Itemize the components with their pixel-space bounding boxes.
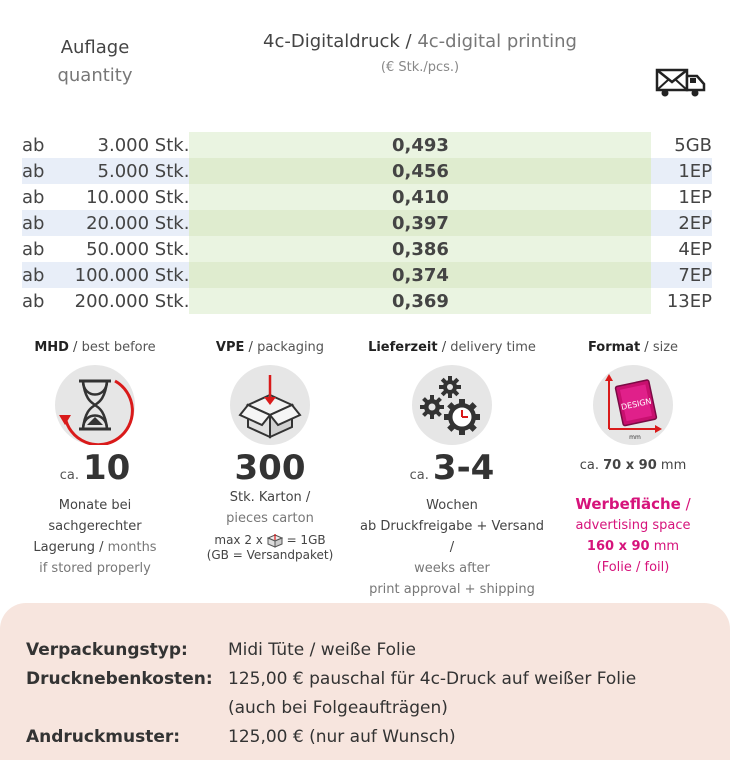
price-header-de: 4c-Digitaldruck: [263, 31, 400, 52]
price-value: 0,493: [189, 132, 651, 158]
quantity-header-de: Auflage: [60, 37, 130, 58]
price-quantity: 200.000 Stk.: [74, 290, 190, 312]
info-value: (auch bei Folgeaufträgen): [228, 698, 448, 718]
format-ad-unit: mm: [653, 539, 680, 554]
format-title-en: size: [652, 340, 679, 355]
lieferzeit-line-3: weeks after: [414, 561, 490, 576]
price-row: [22, 236, 712, 262]
price-shipping-units: 2EP: [651, 210, 712, 236]
format-foil: (Folie / foil): [596, 560, 670, 575]
price-shipping-units: 13EP: [666, 290, 712, 312]
price-header-sep: /: [399, 31, 418, 52]
mhd-line-4: if stored properly: [39, 561, 151, 576]
lieferzeit-title: Lieferzeit: [368, 340, 438, 355]
price-value: 0,374: [189, 262, 651, 288]
price-ab: ab: [22, 158, 62, 184]
delivery-time-column: Lieferzeit / delivery time ca. 3-4 Wochen ab Druckfreigabe + Versand / weeks after print approval + shipping: [357, 340, 547, 600]
price-shipping-units: 1EP: [678, 186, 712, 208]
price-row: [22, 158, 712, 184]
price-table: [22, 132, 712, 314]
vpe-title: VPE: [215, 340, 245, 355]
mhd-ca: ca.: [59, 468, 79, 483]
price-row: [22, 288, 712, 314]
lieferzeit-value: 3-4: [432, 448, 495, 488]
mhd-title: MHD: [34, 340, 69, 355]
price-value: 0,386: [189, 236, 651, 262]
lieferzeit-line-2: ab Druckfreigabe + Versand /: [360, 519, 544, 555]
price-ab: ab: [22, 290, 45, 312]
format-ca: ca.: [579, 458, 599, 473]
price-quantity: 20.000 Stk.: [62, 210, 189, 236]
mhd-line-1: Monate bei: [58, 498, 132, 513]
format-werbeflaeche: Werbefläche: [575, 495, 681, 513]
vpe-line-4: (GB = Versandpaket): [206, 547, 334, 562]
lieferzeit-line-4: print approval + shipping: [369, 582, 535, 597]
price-ab: ab: [22, 238, 45, 260]
price-value: 0,369: [189, 288, 651, 314]
price-value: 0,410: [189, 184, 651, 210]
format-unit: mm: [660, 458, 687, 473]
price-header: [190, 31, 650, 75]
price-shipping-units: 7EP: [651, 262, 712, 288]
price-quantity: 3.000 Stk.: [97, 134, 190, 156]
format-size: 70 x 90: [603, 458, 657, 473]
packaging-column: VPE / packaging 300 Stk. Karton / pieces carton max 2 x = 1GB (GB = Versandpaket): [175, 340, 365, 562]
price-row: [22, 184, 712, 210]
info-label: Andruckmuster:: [26, 727, 181, 747]
gears-clock-icon: [412, 365, 492, 445]
lieferzeit-ca: ca.: [409, 468, 429, 483]
price-header-en: 4c-digital printing: [417, 31, 577, 52]
mhd-title-en: best before: [81, 340, 156, 355]
info-label: Verpackungstyp:: [26, 640, 188, 660]
vpe-line-3a: max 2 x: [214, 533, 263, 547]
price-quantity: 50.000 Stk.: [86, 238, 190, 260]
bag-format-icon: [593, 365, 673, 445]
format-title: Format: [587, 340, 641, 355]
price-ab: ab: [22, 210, 62, 236]
mhd-line-3-de: Lagerung: [33, 540, 95, 555]
price-quantity: 100.000 Stk.: [62, 262, 189, 288]
vpe-value: 300: [234, 448, 306, 488]
vpe-line-1: Stk. Karton /: [229, 490, 311, 505]
vpe-line-2: pieces carton: [226, 511, 314, 526]
price-shipping-units: 5GB: [674, 134, 712, 156]
info-value: 125,00 € pauschal für 4c-Druck auf weißer Folie: [228, 669, 637, 689]
price-value: 0,456: [189, 158, 651, 184]
box-icon: [230, 365, 310, 445]
format-icon-label: DESIGN: [620, 396, 653, 412]
price-shipping-units: 1EP: [651, 158, 712, 184]
info-value: Midi Tüte / weiße Folie: [228, 640, 416, 660]
info-value: 125,00 € (nur auf Wunsch): [228, 727, 456, 747]
format-advertising-space: advertising space: [575, 518, 691, 533]
small-box-icon: [267, 534, 283, 548]
mhd-line-2: sachgerechter: [48, 519, 142, 534]
best-before-column: MHD / best before ca. 10 Monate bei sachgerechter Lagerung / months if stored properly: [0, 340, 190, 579]
price-ab: ab: [22, 134, 45, 156]
lieferzeit-title-en: delivery time: [450, 340, 536, 355]
lieferzeit-line-1: Wochen: [426, 498, 478, 513]
price-row: [22, 262, 712, 288]
envelope-truck-icon: [655, 66, 707, 98]
info-label: Drucknebenkosten:: [26, 669, 213, 689]
price-unit: (€ Stk./pcs.): [380, 60, 460, 75]
price-value: 0,397: [189, 210, 651, 236]
size-column: Format / size DESIGN mm ca. 70 x 90 mm Werbefläche / advertising space 160 x 90 mm (Folie / foil): [538, 340, 728, 578]
vpe-line-3b: = 1GB: [286, 533, 326, 547]
format-ad-size: 160 x 90: [586, 539, 650, 554]
vpe-title-en: packaging: [257, 340, 325, 355]
mhd-value: 10: [82, 448, 131, 488]
price-row: [22, 210, 712, 236]
price-ab: ab: [22, 186, 45, 208]
price-shipping-units: 4EP: [678, 238, 712, 260]
quantity-header-en: quantity: [57, 65, 133, 86]
mhd-line-3-en: months: [107, 540, 157, 555]
hourglass-icon: [55, 365, 135, 445]
format-icon-mm: mm: [629, 434, 641, 441]
price-row: [22, 132, 712, 158]
price-quantity: 10.000 Stk.: [86, 186, 190, 208]
price-ab: ab: [22, 262, 62, 288]
price-quantity: 5.000 Stk.: [62, 158, 189, 184]
quantity-header: [30, 34, 160, 90]
